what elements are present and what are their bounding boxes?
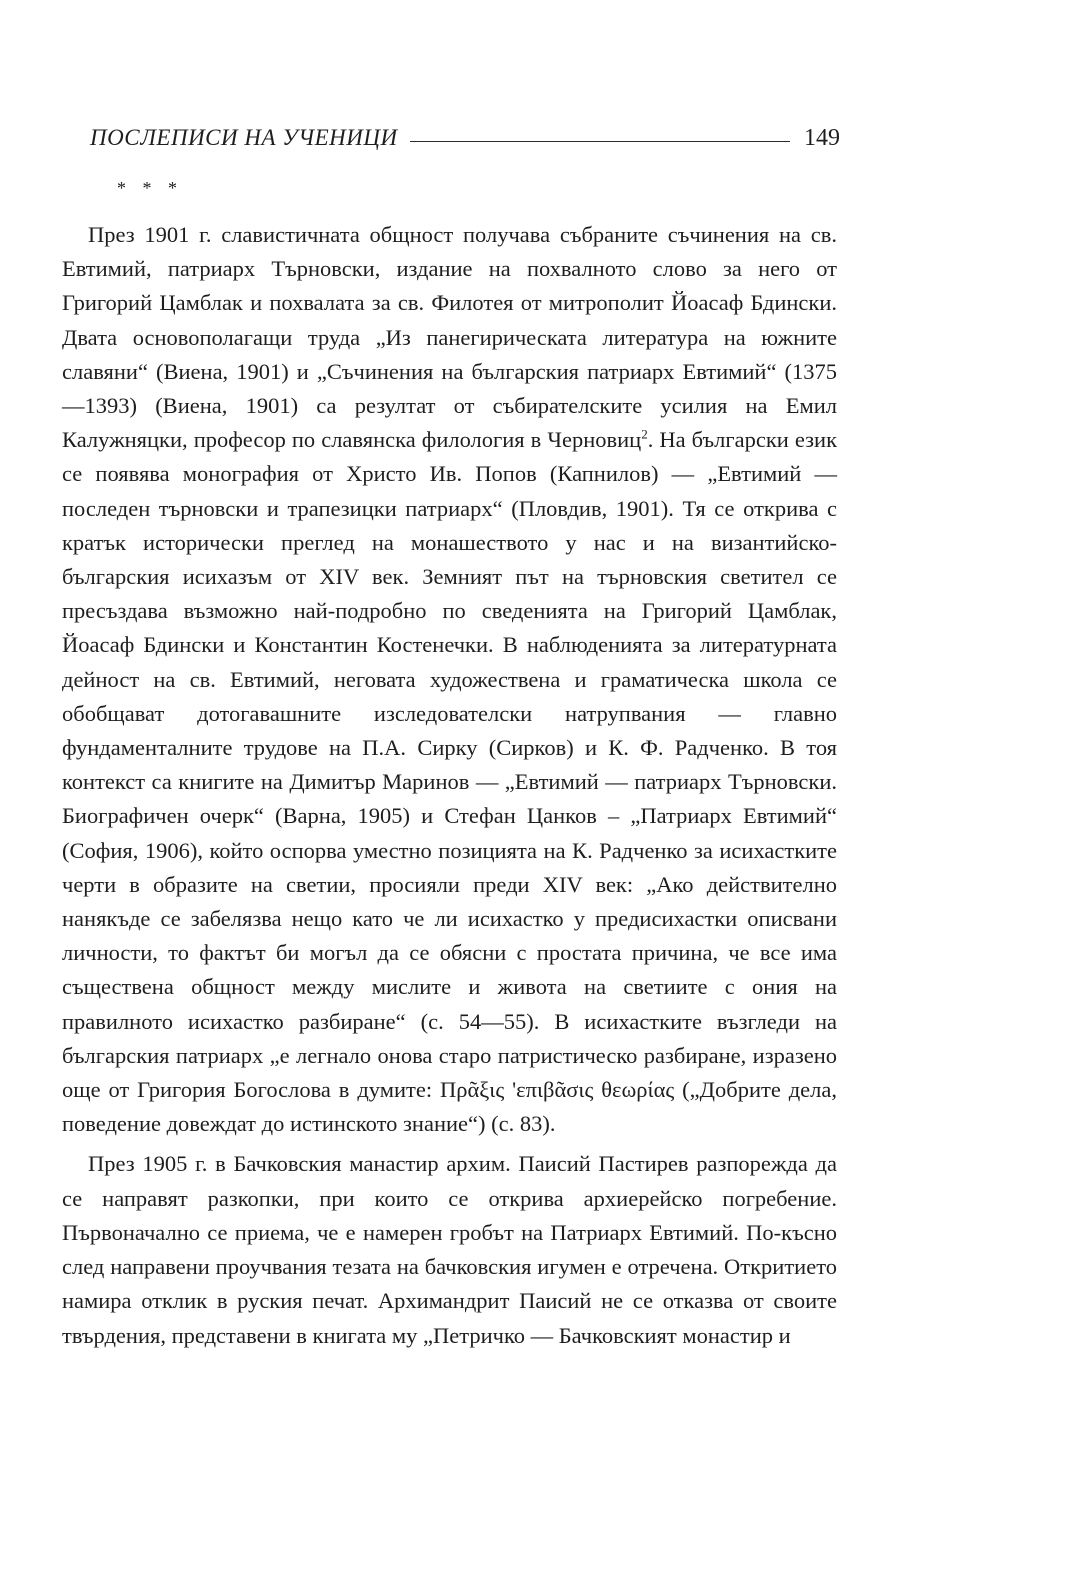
paragraph-text-continued: . На български език се появява монография от Христо Ив. Попов (Капнилов) — „Евтимий — последен търновски и трапезицки патриарх“ (Пловдив, 1901). Тя се открива с кратък исторически преглед на монашеството у нас и на византийско-българския исихазъм от XIV век. Земният път на търновския светител се пресъздава възможно най-подробно по сведенията на Григорий Цамблак, Йоасаф Бдински и Константин Костенечки. В наблюденията за литературната дейност на св. Евтимий, неговата художествена и граматическа школа се обобщават дотогавашните изследователски натрупвания — главно фундаменталните трудове на П.А. Сирку (Сирков) и К. Ф. Радченко. В тоя контекст са книгите на Димитър Маринов — „Евтимий — патриарх Търновски. Биографичен очерк“ (Варна, 1905) и Стефан Цанков – „Патриарх Евтимий“ (София, 1906), който оспорва уместно позицията на К. Радченко за исихастките черти в образите на светии, просияли преди XIV век: „Ако действително нанякъде се забелязва нещо като че ли исихастко у предисихастки описвани личности, то фактът би могъл да се обясни с простата причина, че все има съществена общност между мислите и живота на светиите с ония на правилното исихастко разбиране“ (с. 54—55). В исихастките възгледи на българския патриарх „е легнало онова старо патристическо разбиране, изразено още от Григория Богослова в думите: Πρᾶξις 'επιβᾶσις θεωρίας („Добрите дела, поведение довеждат до истинското знание“) (с. 83). [62, 427, 837, 1137]
paragraph-text: През 1901 г. славистичната общност получава събраните съчинения на св. Евтимий, патриарх Търновски, издание на похвалното слово за него от Григорий Цамблак и похвалата за св. Филотея от митрополит Йоасаф Бдински. Двата основополагащи труда „Из панегирическата литература на южните славяни“ (Виена, 1901) и „Съчинения на българския патриарх Евтимий“ (1375—1393) (Виена, 1901) са резултат от събирателските усилия на Емил Калужняцки, професор по славянска филология в Черновиц [62, 222, 837, 453]
footnote-marker[interactable]: 2 [641, 426, 648, 442]
paragraph [62, 218, 837, 1141]
body-text [62, 218, 837, 1353]
chapter-title: ПОСЛЕПИСИ НА УЧЕНИЦИ [90, 125, 398, 150]
section-asterism: * * * [117, 178, 183, 198]
page-number: 149 [804, 124, 840, 151]
running-header [90, 118, 840, 158]
header-rule [410, 141, 790, 142]
paragraph: През 1905 г. в Бачковския манастир архим. Паисий Пастирев разпорежда да се направят разкопки, при които се открива архиерейско погребение. Първоначално се приема, че е намерен гробът на Патриарх Евтимий. По-късно след направени проучвания тезата на бачковския игумен е отречена. Откритието намира отклик в руския печат. Архимандрит Паисий не се отказва от своите твърдения, представени в книгата му „Петричко — Бачковският монастир и [62, 1151, 837, 1348]
